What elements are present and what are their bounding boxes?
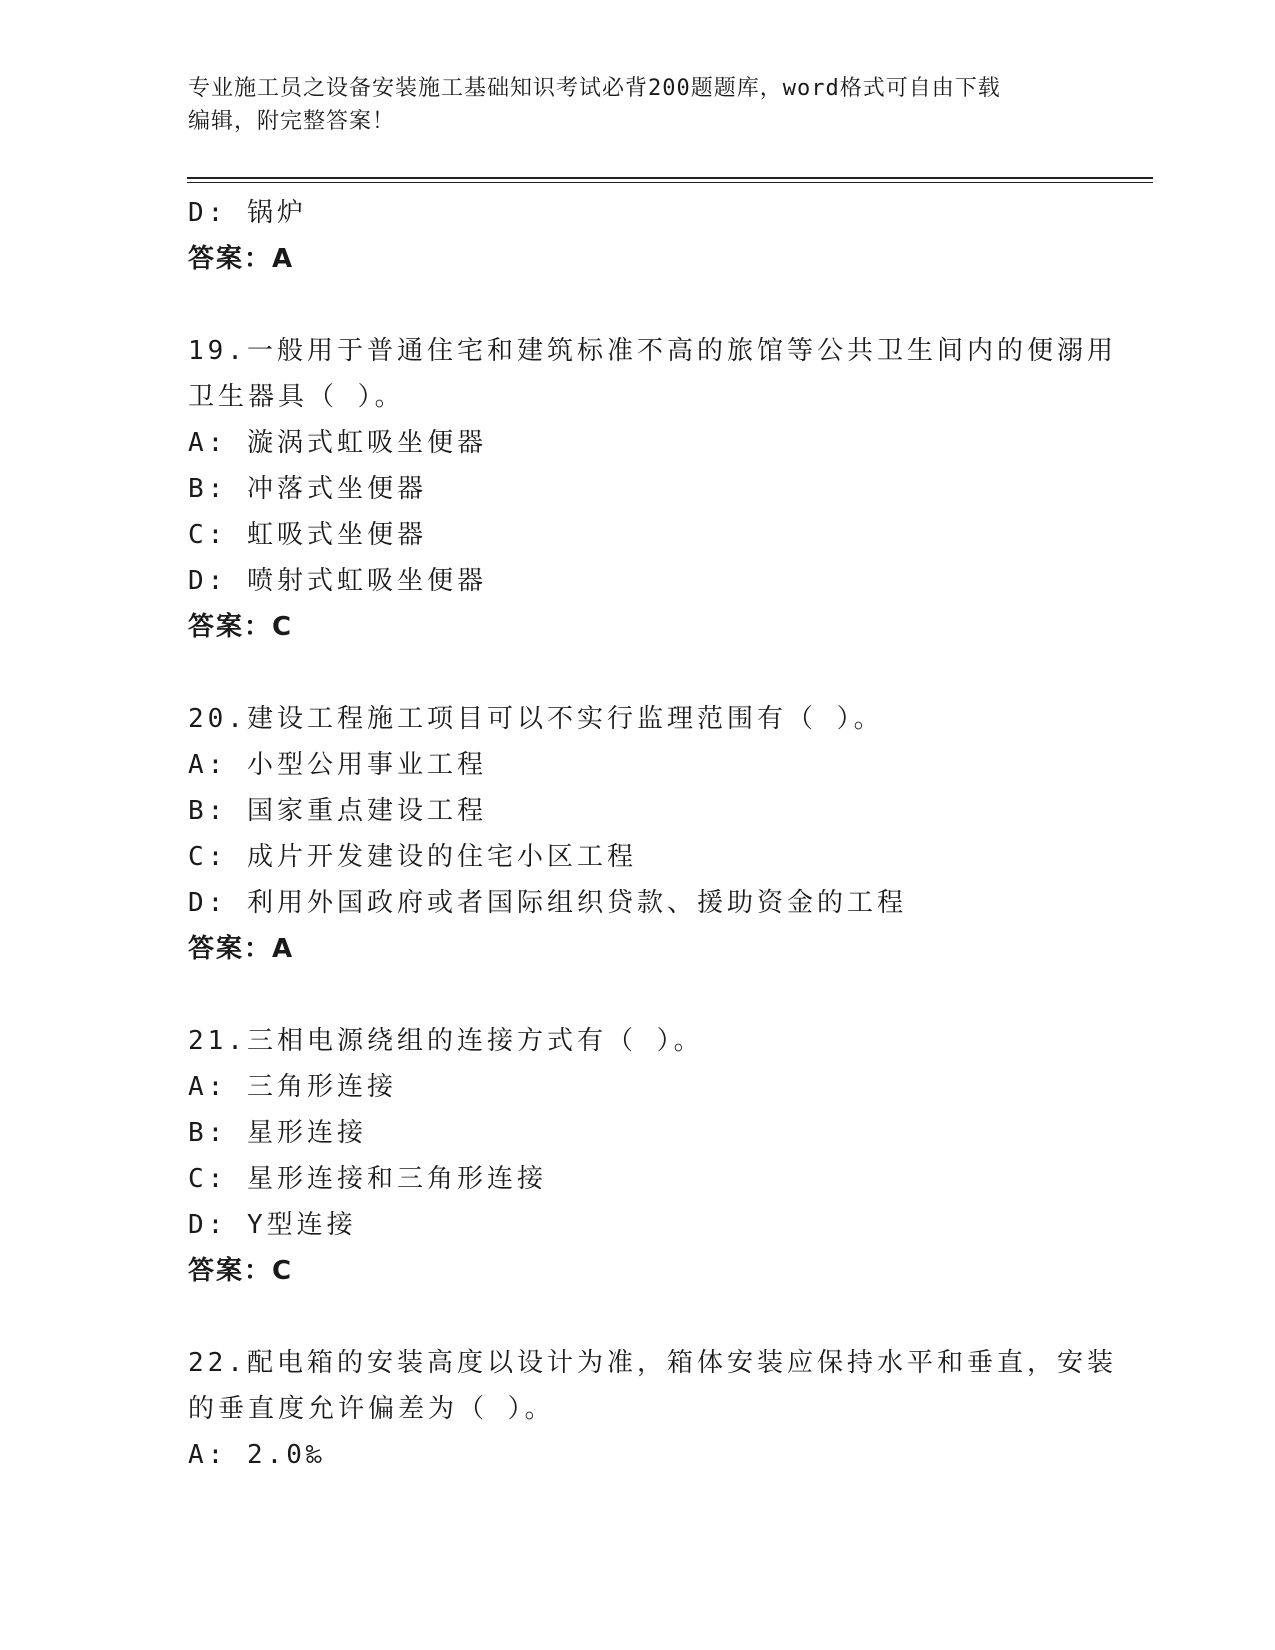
answer: 答案：A (188, 934, 295, 964)
question-20 (188, 696, 1088, 972)
option-d: D: 锅炉 (188, 198, 307, 228)
option-b: B: 国家重点建设工程 (188, 796, 487, 826)
document-header (188, 72, 1068, 138)
question-stem: 19.一般用于普通住宅和建筑标准不高的旅馆等公共卫生间内的便溺用 (188, 336, 1117, 366)
answer: 答案：C (188, 612, 294, 642)
answer: 答案：A (188, 244, 295, 274)
option-a: A: 2.0‰ (188, 1440, 326, 1470)
option-a: A: 三角形连接 (188, 1072, 397, 1102)
option-a: A: 漩涡式虹吸坐便器 (188, 428, 487, 458)
spacer (188, 650, 1088, 696)
question-stem-cont: 的垂直度允许偏差为（ ）。 (188, 1394, 555, 1424)
question-18 (188, 190, 1088, 282)
option-b: B: 星形连接 (188, 1118, 367, 1148)
spacer (188, 972, 1088, 1018)
answer: 答案：C (188, 1256, 294, 1286)
header-divider-thick (187, 177, 1153, 179)
option-d: D: 喷射式虹吸坐便器 (188, 566, 487, 596)
header-divider-thin (187, 182, 1153, 183)
spacer (188, 282, 1088, 328)
header-title-line2: 编辑，附完整答案！ (188, 109, 396, 134)
header-title-line1: 专业施工员之设备安装施工基础知识考试必背200题题库，word格式可自由下载 (188, 76, 1001, 101)
question-list (188, 190, 1117, 1478)
option-d: D: 利用外国政府或者国际组织贷款、援助资金的工程 (188, 888, 907, 918)
option-a: A: 小型公用事业工程 (188, 750, 487, 780)
question-stem: 20.建设工程施工项目可以不实行监理范围有（ ）。 (188, 704, 884, 734)
question-stem: 22.配电箱的安装高度以设计为准，箱体安装应保持水平和垂直，安装 (188, 1348, 1117, 1378)
option-c: C: 成片开发建设的住宅小区工程 (188, 842, 637, 872)
option-b: B: 冲落式坐便器 (188, 474, 427, 504)
question-19 (188, 328, 1117, 650)
spacer (188, 1294, 1088, 1340)
question-21 (188, 1018, 1088, 1294)
question-stem: 21.三相电源绕组的连接方式有（ ）。 (188, 1026, 704, 1056)
option-d: D: Y型连接 (188, 1210, 357, 1240)
option-c: C: 星形连接和三角形连接 (188, 1164, 547, 1194)
option-c: C: 虹吸式坐便器 (188, 520, 427, 550)
question-stem-cont: 卫生器具（ ）。 (188, 382, 405, 412)
question-22 (188, 1340, 1117, 1478)
